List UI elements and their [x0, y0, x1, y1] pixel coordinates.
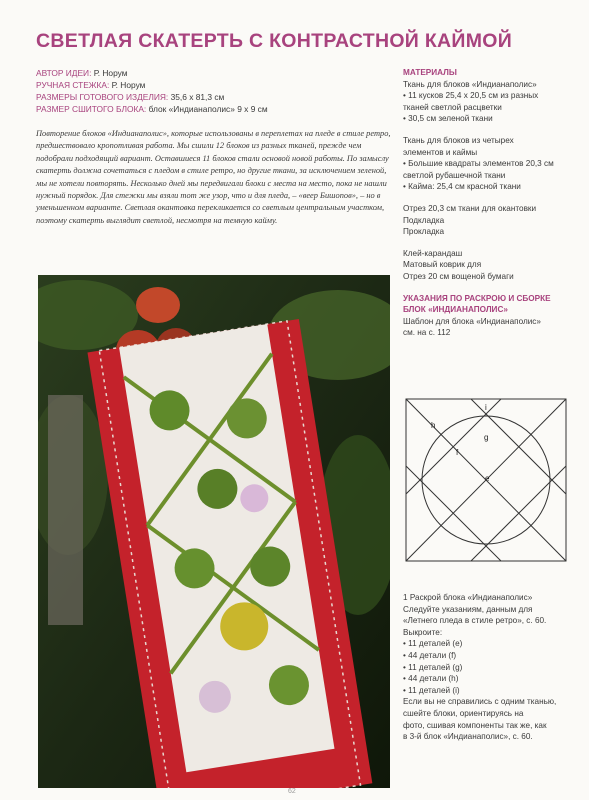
instructions-subheading: БЛОК «ИНДИАНАПОЛИС»	[403, 305, 508, 315]
material-line: тканей светлой расцветки	[403, 102, 502, 112]
spacer	[403, 193, 571, 203]
material-line: Прокладка	[403, 227, 445, 237]
step-line: • 44 детали (f)	[403, 650, 457, 660]
material-line: • 11 кусков 25,4 х 20,5 см из разных	[403, 91, 539, 101]
material-line: Отрез 20 см вощеной бумаги	[403, 271, 514, 281]
material-line: светлой рубашечной ткани	[403, 170, 506, 180]
material-line: Клей-карандаш	[403, 248, 463, 258]
diagram-label: i	[485, 403, 487, 412]
step-line: Если вы не справились с одним тканью,	[403, 697, 557, 707]
materials-heading: МАТЕРИАЛЫ	[403, 68, 457, 77]
credit-line: АВТОР ИДЕИ: Р. Норум	[36, 68, 128, 78]
instruction-line: Шаблон для блока «Индианаполис»	[403, 316, 541, 326]
step-line: 1 Раскрой блока «Индианаполис»	[403, 593, 533, 602]
spacer	[403, 125, 571, 135]
block-diagram	[405, 398, 567, 562]
instructions-heading: УКАЗАНИЯ ПО РАСКРОЮ И СБОРКЕ	[403, 293, 551, 303]
page-number: 62	[288, 788, 296, 795]
step-line: • 11 деталей (g)	[403, 662, 463, 672]
step-line: фото, сшивая компоненты так же, как	[403, 720, 547, 730]
spacer	[403, 283, 571, 293]
diagram-label: g	[484, 433, 489, 442]
steps-column	[403, 592, 571, 743]
material-line: Матовый коврик для	[403, 260, 482, 270]
diagram-label: f	[456, 448, 459, 457]
step-line: Выкроите:	[403, 627, 443, 637]
materials-column	[403, 67, 571, 339]
credit-line: РУЧНАЯ СТЕЖКА: Р. Норум	[36, 80, 146, 90]
intro-text	[36, 128, 391, 227]
intro-paragraph: Повторение блоков «Индианаполис», которые использованы в переплетах на пледе в стиле ретро, предшествовало кропотливая работа. Мы сшили 12 блоков из разных тканей, прежде чем подобрали подходящий вариант. Оставшиеся 11 блоков стали основой новой работы. По замыслу скатерть должна сочетаться с пледом в стиле ретро, но другие ткани, за исключением зеленой, мы не хотели повторять. Несколько дней мы передвигали блоки с места на место, пока не нашли нужный порядок. Для стежки мы взяли тот же узор, что и для пледа, – «веер Бишопов», – но в уменьшенном варианте. Светлая окантовка перекликается со светлым центральным участком, поэтому скатерть выглядит светлой, несмотря на темную кайму.	[36, 129, 391, 225]
step-line: сшейте блоки, ориентируясь на	[403, 708, 524, 718]
step-line: Следуйте указаниям, данным для	[403, 604, 533, 614]
spacer	[403, 238, 571, 248]
credit-line: РАЗМЕР СШИТОГО БЛОКА: блок «Индианаполис» 9 х 9 см	[36, 104, 268, 114]
credits-block	[36, 67, 391, 115]
material-line: Отрез 20,3 см ткани для окантовки	[403, 203, 537, 213]
material-line: элементов и каймы	[403, 147, 478, 157]
page-title: СВЕТЛАЯ СКАТЕРТЬ С КОНТРАСТНОЙ КАЙМОЙ	[36, 30, 513, 52]
material-line: Ткань для блоков «Индианаполис»	[403, 79, 537, 89]
step-line: «Летнего пледа в стиле ретро», с. 60.	[403, 616, 547, 626]
tablecloth-photo	[38, 275, 390, 788]
step-line: в 3-й блок «Индианаполис», с. 60.	[403, 732, 533, 742]
material-line: • 30,5 см зеленой ткани	[403, 114, 493, 124]
credit-line: РАЗМЕРЫ ГОТОВОГО ИЗДЕЛИЯ: 35,6 х 81,3 см	[36, 92, 225, 102]
step-line: • 11 деталей (е)	[403, 639, 463, 649]
material-line: • Большие квадраты элементов 20,3 см	[403, 159, 554, 169]
diagram-label: h	[431, 421, 436, 430]
material-line: • Кайма: 25,4 см красной ткани	[403, 182, 521, 192]
instruction-line: см. на с. 112	[403, 328, 451, 338]
material-line: Подкладка	[403, 215, 445, 225]
material-line: Ткань для блоков из четырех	[403, 135, 514, 145]
diagram-label: e	[485, 474, 490, 483]
step-line: • 44 детали (h)	[403, 674, 459, 684]
step-line: • 11 деталей (i)	[403, 685, 460, 695]
